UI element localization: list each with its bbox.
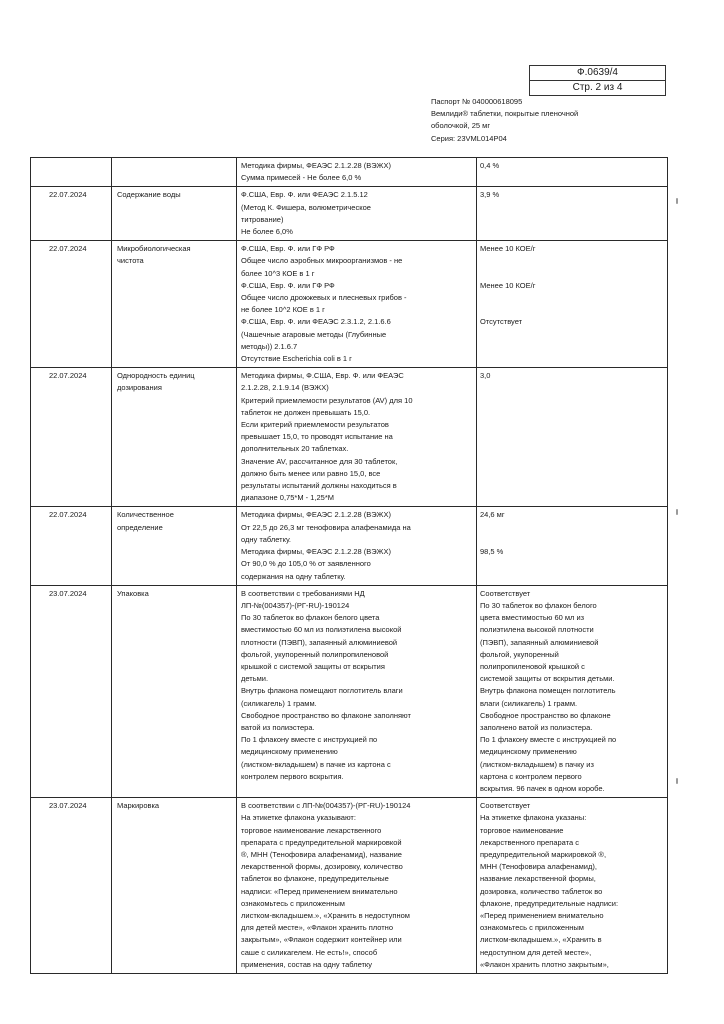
test-name — [112, 187, 237, 241]
test-method — [237, 585, 477, 797]
test-method-line: Отсутствие Escherichia coli в 1 г — [241, 354, 352, 364]
test-method-line: Критерий приемлемости результатов (AV) для 10 — [241, 395, 413, 405]
test-result — [477, 241, 668, 368]
test-method-line: (Метод К. Фишера, волюметрическое — [241, 202, 371, 212]
test-method-line: таблеток во флаконе, предупредительные — [241, 874, 389, 884]
test-method-line: фольгой, укупоренный полипропиленовой — [241, 649, 389, 659]
test-method-line: листком-вкладышем.», «Хранить в недоступном — [241, 910, 410, 920]
test-name — [112, 158, 237, 187]
test-method-line: (листком-вкладышем) в пачке из картона с — [241, 759, 391, 769]
test-method-line: саше с силикагелем. Не есть!», способ — [241, 947, 378, 957]
test-result-line: По 1 флакону вместе с инструкцией по — [480, 735, 617, 745]
test-date: 22.07.2024 — [31, 507, 112, 585]
test-result-line: На этикетке флакона указаны: — [480, 813, 587, 823]
test-result-line — [480, 292, 664, 304]
test-method — [237, 241, 477, 368]
test-result — [477, 187, 668, 241]
test-method-line: Свободное пространство во флаконе заполняют — [241, 710, 411, 720]
test-result-line: Внутрь флакона помещен поглотитель — [480, 686, 616, 696]
test-result-line: картона с контролем первого — [480, 771, 582, 781]
test-name-line: Количественное — [117, 510, 174, 520]
test-method-line: препарата с предупредительной маркировкой — [241, 837, 402, 847]
test-result-line: 0,4 % — [480, 161, 500, 170]
test-method-line: В соответствии с ЛП-№(004357)-(РГ-RU)-190124 — [241, 801, 411, 811]
test-method-line: ®, МНН (Тенофовира алафенамид), название — [241, 849, 402, 859]
test-method-line: Общее число дрожжевых и плесневых грибов - — [241, 293, 407, 303]
test-method-line: крышкой с системой защиты от вскрытия — [241, 661, 385, 671]
test-method-line: Если критерий приемлемости результатов — [241, 420, 389, 430]
test-result-line: предупредительной маркировкой ®, — [480, 849, 607, 859]
test-method-line: для детей месте», «Флакон хранить плотно — [241, 923, 393, 933]
test-method-line: надписи: «Перед применением внимательно — [241, 886, 398, 896]
test-name-line: Упаковка — [117, 588, 149, 598]
test-result-line: МНН (Тенофовира алафенамид), — [480, 862, 597, 872]
test-method-line: контролем первого вскрытия. — [241, 771, 344, 781]
test-row — [31, 798, 668, 974]
test-results-table — [30, 157, 668, 974]
test-method-line: ватой из полиэстера. — [241, 722, 315, 732]
test-result-line: торговое наименование — [480, 825, 564, 835]
test-method-line: Ф.США, Евр. Ф. или ГФ РФ — [241, 280, 335, 290]
test-result — [477, 158, 668, 187]
passport-line: Серия: 23VML014P04 — [431, 133, 507, 143]
test-method-line: закрытым», «Флакон содержит контейнер или — [241, 935, 402, 945]
test-result-line: флаконе, предупредительные надписи: — [480, 898, 619, 908]
test-method — [237, 507, 477, 585]
test-date: 22.07.2024 — [31, 187, 112, 241]
passport-block — [431, 96, 671, 145]
passport-line: оболочкой, 25 мг — [431, 121, 491, 131]
test-method-line: применения, состав на одну таблетку — [241, 959, 373, 969]
passport-line: Вемлиди® таблетки, покрытые пленочной — [431, 109, 579, 119]
test-result-line: «Флакон хранить плотно закрытым», — [480, 959, 609, 969]
test-method — [237, 187, 477, 241]
test-result-line: лекарственного препарата с — [480, 837, 580, 847]
test-method-line: Методика фирмы, ФЕАЭС 2.1.2.28 (ВЭЖХ) — [241, 547, 391, 557]
test-name — [112, 368, 237, 507]
test-method-line: По 30 таблеток во флакон белого цвета — [241, 613, 380, 623]
test-result-line: «Перед применением внимательно — [480, 910, 604, 920]
test-method-line: 2.1.2.28, 2.1.9.14 (ВЭЖХ) — [241, 383, 329, 393]
test-method-line: (Чашечные агаровые методы (Глубинные — [241, 329, 387, 339]
test-method-line: должно быть менее или равно 15,0, все — [241, 468, 381, 478]
scan-mark — [676, 778, 678, 784]
test-date: 23.07.2024 — [31, 585, 112, 797]
test-name-line: Содержание воды — [117, 190, 181, 200]
test-date: 23.07.2024 — [31, 798, 112, 974]
test-result — [477, 798, 668, 974]
scan-mark — [676, 198, 678, 204]
test-method-line: не более 10^2 КОЕ в 1 г — [241, 305, 325, 315]
test-method-line: диапазоне 0,75*M - 1,25*M — [241, 493, 334, 503]
test-result-line — [480, 268, 664, 280]
test-method-line: дополнительных 20 таблетках. — [241, 444, 349, 454]
test-method-line: методы)) 2.1.6.7 — [241, 341, 298, 351]
form-number: Ф.0639/4 — [577, 67, 618, 78]
test-method-line: Методика фирмы, ФЕАЭС 2.1.2.28 (ВЭЖХ) — [241, 161, 391, 170]
test-method-line: На этикетке флакона указывают: — [241, 813, 356, 823]
test-result-line: (ПЭВП), запаянный алюминиевой — [480, 637, 599, 647]
test-name-line: определение — [117, 522, 163, 532]
test-row — [31, 368, 668, 507]
test-method-line: Внутрь флакона помещают поглотитель влаги — [241, 686, 403, 696]
test-method-line: торговое наименование лекарственного — [241, 825, 382, 835]
passport-line: Паспорт № 040000618095 — [431, 97, 523, 106]
test-result-line: медицинскому применению — [480, 747, 577, 757]
test-name-line: чистота — [117, 256, 144, 266]
test-result — [477, 585, 668, 797]
test-method-line: содержания на одну таблетку. — [241, 571, 346, 581]
test-method-line: От 90,0 % до 105,0 % от заявленного — [241, 559, 371, 569]
test-result-line: Свободное пространство во флаконе — [480, 710, 611, 720]
test-result-line: полипропиленовой крышкой с — [480, 661, 585, 671]
test-result-line: Соответствует — [480, 801, 531, 811]
test-method-line: детьми. — [241, 674, 269, 684]
test-date — [31, 158, 112, 187]
test-method-line: (силикагель) 1 грамм. — [241, 698, 317, 708]
test-method-line: Ф.США, Евр. Ф. или ГФ РФ — [241, 244, 335, 254]
test-result-line: 98,5 % — [480, 547, 504, 557]
test-result-line: Менее 10 КОЕ/г — [480, 244, 536, 254]
test-method-line: медицинскому применению — [241, 747, 338, 757]
test-method-line: Не более 6,0% — [241, 227, 293, 237]
test-row — [31, 585, 668, 797]
test-name-line: дозирования — [117, 383, 162, 393]
test-result — [477, 507, 668, 585]
test-method — [237, 798, 477, 974]
test-result-line: полиэтилена высокой плотности — [480, 625, 594, 635]
test-result-line: вскрытия. 96 пачек в одном коробе. — [480, 783, 605, 793]
test-row — [31, 158, 668, 187]
test-result-line: По 30 таблеток во флакон белого — [480, 600, 597, 610]
test-method — [237, 368, 477, 507]
test-result-line: влаги (силикагель) 1 грамм. — [480, 698, 578, 708]
test-result-line: фольгой, укупоренный — [480, 649, 559, 659]
test-result — [477, 368, 668, 507]
test-result-line: дозировка, количество таблеток во — [480, 886, 603, 896]
test-method-line: Методика фирмы, Ф.США, Евр. Ф. или ФЕАЭС — [241, 371, 404, 381]
test-method-line: вместимостью 60 мл из полиэтилена высокой — [241, 625, 402, 635]
test-result-line: название лекарственной формы, — [480, 874, 596, 884]
test-method-line: превышает 15,0, то проводят испытание на — [241, 432, 393, 442]
test-result-line: ознакомьтесь с приложенным — [480, 923, 584, 933]
test-name-line: Однородность единиц — [117, 371, 195, 381]
test-name — [112, 507, 237, 585]
test-date: 22.07.2024 — [31, 241, 112, 368]
scan-mark — [676, 509, 678, 515]
test-result-line — [480, 304, 664, 316]
test-row — [31, 187, 668, 241]
test-method-line: ЛП-№(004357)-(РГ-RU)-190124 — [241, 600, 350, 610]
test-result-line: Отсутствует — [480, 317, 523, 327]
test-result-line — [480, 255, 664, 267]
test-name — [112, 585, 237, 797]
test-method-line: титрование) — [241, 214, 284, 224]
test-method — [237, 158, 477, 187]
test-method-line: Ф.США, Евр. Ф. или ФЕАЭС 2.3.1.2, 2.1.6.6 — [241, 317, 391, 327]
test-method-line: ознакомьтесь с приложенным — [241, 898, 345, 908]
test-result-line: системой защиты от вскрытия детьми. — [480, 674, 615, 684]
test-result-line: 3,9 % — [480, 190, 500, 200]
test-method-line: От 22,5 до 26,3 мг тенофовира алафенамида на — [241, 522, 411, 532]
test-result-line: Соответствует — [480, 588, 531, 598]
test-method-line: В соответствии с требованиями НД — [241, 588, 365, 598]
test-result-line: 24,6 мг — [480, 510, 505, 520]
test-result-line: 3,0 — [480, 371, 491, 381]
test-method-line: Общее число аэробных микроорганизмов - не — [241, 256, 403, 266]
form-number-box — [529, 65, 666, 96]
test-method-line: лекарственной формы, дозировку, количество — [241, 862, 403, 872]
test-method-line: Методика фирмы, ФЕАЭС 2.1.2.28 (ВЭЖХ) — [241, 510, 391, 520]
test-row — [31, 507, 668, 585]
test-method-line: Ф.США, Евр. Ф. или ФЕАЭС 2.1.5.12 — [241, 190, 368, 200]
test-method-line: таблеток не должен превышать 15,0. — [241, 407, 371, 417]
test-date: 22.07.2024 — [31, 368, 112, 507]
test-method-line: Сумма примесей - Не более 6,0 % — [241, 173, 362, 183]
test-name-line: Маркировка — [117, 801, 160, 811]
test-name-line: Микробиологическая — [117, 244, 191, 254]
test-result-line: заполнено ватой из полиэстера. — [480, 722, 593, 732]
test-name — [112, 241, 237, 368]
test-result-line: Менее 10 КОЕ/г — [480, 280, 536, 290]
test-method-line: По 1 флакону вместе с инструкцией по — [241, 735, 378, 745]
test-method-line: более 10^3 КОЕ в 1 г — [241, 268, 315, 278]
test-result-line: листком-вкладышем.», «Хранить в — [480, 935, 602, 945]
test-method-line: плотности (ПЭВП), запаянный алюминиевой — [241, 637, 398, 647]
test-method-line: Значение AV, рассчитанное для 30 таблеток, — [241, 456, 398, 466]
test-name — [112, 798, 237, 974]
test-result-line: недоступном для детей месте», — [480, 947, 592, 957]
test-row — [31, 241, 668, 368]
page-number: Стр. 2 из 4 — [530, 80, 665, 95]
test-result-line — [480, 522, 664, 534]
test-result-line: (листком-вкладышем) в пачку из — [480, 759, 594, 769]
test-method-line: одну таблетку. — [241, 534, 292, 544]
test-result-line — [480, 534, 664, 546]
test-method-line: результаты испытаний должны находиться в — [241, 481, 397, 491]
test-result-line: цвета вместимостью 60 мл из — [480, 613, 585, 623]
